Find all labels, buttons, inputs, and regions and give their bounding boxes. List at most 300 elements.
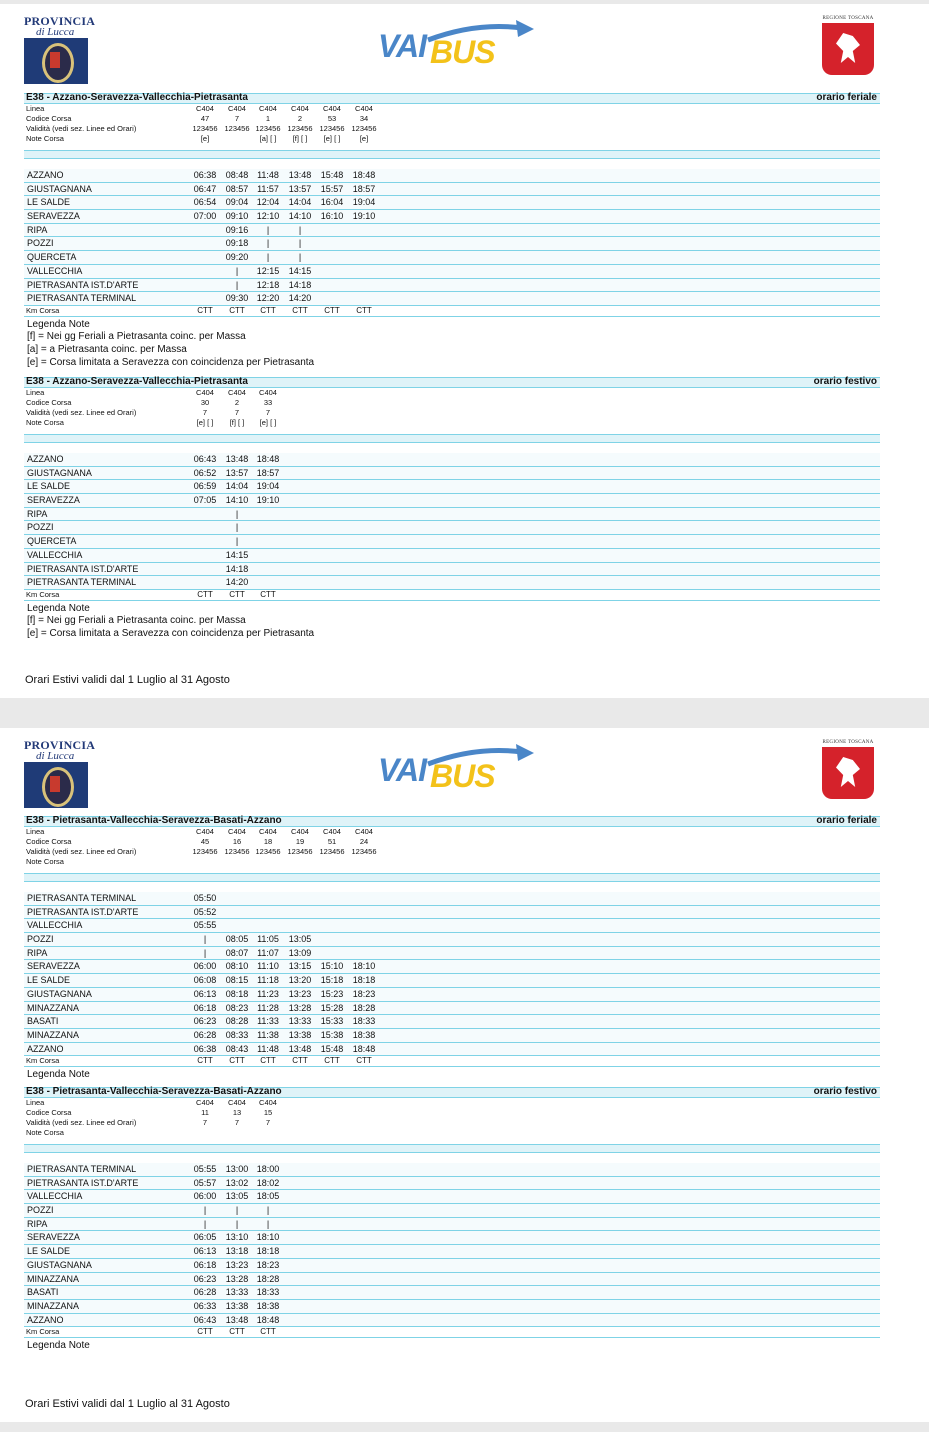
linea-label: Linea [26,388,45,397]
stop-row [24,1043,880,1057]
stop-row [24,169,880,183]
codice-row [24,398,880,408]
departure-time: 18:38 [256,1300,280,1311]
stop-row [24,196,880,210]
departure-time: 06:13 [193,1246,217,1257]
stop-row [24,1029,880,1043]
departure-time: 18:28 [256,1273,280,1284]
legend-note: [a] = a Pietrasanta coinc. per Massa [27,343,187,355]
validita-value: 7 [202,408,208,417]
stop-row [24,210,880,224]
departure-time: 13:02 [225,1177,249,1188]
validita-value: 123456 [224,124,250,133]
timetable-page-1 [0,4,929,698]
pegasus-icon [822,23,874,75]
stop-name: SERAVEZZA [27,495,80,506]
departure-time: 08:18 [225,988,249,999]
linea-value: C404 [228,1098,246,1107]
table-separator [24,873,880,882]
departure-time: 05:50 [193,893,217,903]
linea-value: C404 [259,1098,277,1107]
departure-time: 11:33 [257,1016,279,1027]
stop-name: MINAZZANA [27,1300,80,1311]
stop-name: AZZANO [27,170,64,180]
section-header [24,93,880,104]
stop-name: PIETRASANTA TERMINAL [27,1164,137,1174]
codice-value: 2 [234,398,240,407]
codice-value: 45 [200,837,210,846]
note-label: Note Corsa [26,134,64,143]
departure-time: 11:48 [257,170,279,180]
departure-time: 12:15 [256,265,280,276]
operator-code: CTT [260,589,276,599]
departure-time: 13:38 [225,1300,249,1311]
departure-time: 09:10 [225,211,249,222]
operator-code: CTT [229,1056,245,1066]
operator-code: CTT [260,305,276,315]
departure-time: 13:48 [225,1314,249,1325]
stop-name: POZZI [27,1205,54,1216]
stop-row [24,1273,880,1287]
linea-value: C404 [228,104,246,113]
legend-title: Legenda Note [27,1069,90,1081]
stop-row [24,453,880,467]
departure-time: 11:05 [257,934,279,945]
departure-time: 18:48 [352,170,376,180]
stop-name: GIUSTAGNANA [27,1259,92,1270]
regione-toscana-logo: REGIONE TOSCANA [816,16,880,80]
departure-time: 06:08 [193,975,217,986]
stop-row [24,467,880,481]
departure-time: 06:43 [193,1314,217,1325]
codice-row [24,837,880,847]
departure-time: 11:57 [257,183,279,194]
section-header [24,816,880,827]
timetable-section [24,816,880,1080]
legend-note: [e] = Corsa limitata a Seravezza con coincidenza per Pietrasanta [27,627,315,639]
stop-name: GIUSTAGNANA [27,183,92,194]
departure-time: 13:57 [225,467,249,478]
codice-value: 47 [200,114,210,123]
operator-code: CTT [197,305,213,315]
departure-time: | [266,1218,270,1229]
departure-time: 06:18 [193,1002,217,1013]
validity-footer: Orari Estivi validi dal 1 Luglio al 31 Agosto [25,674,230,686]
linea-label: Linea [26,1098,45,1107]
stop-name: PIETRASANTA TERMINAL [27,293,137,304]
legend-note: [e] = Corsa limitata a Seravezza con coincidenza per Pietrasanta [27,356,315,368]
note-value: [e] [ ] [259,418,277,427]
note-label: Note Corsa [26,1128,64,1137]
departure-time: 06:05 [193,1232,217,1243]
departure-time: 06:59 [193,481,217,492]
departure-time: | [203,934,207,945]
departure-time: 08:48 [225,170,249,180]
departure-time: 12:10 [256,211,280,222]
stop-name: LE SALDE [27,481,71,492]
stop-name: QUERCETA [27,536,77,547]
operator-code: CTT [260,1327,276,1337]
departure-time: 13:28 [288,1002,312,1013]
note-label: Note Corsa [26,418,64,427]
note-row [24,857,880,867]
departure-time: 15:28 [320,1002,344,1013]
stop-row [24,508,880,522]
stop-name: POZZI [27,934,54,945]
linea-row [24,827,880,837]
pegasus-icon [822,747,874,799]
departure-time: | [266,252,270,263]
departure-time: 06:00 [193,961,217,972]
km-label: Km Corsa [26,589,60,599]
note-value: [e] [ ] [323,134,341,143]
departure-time: 18:23 [352,988,376,999]
stop-name: RIPA [27,1218,48,1229]
route-title: E38 - Pietrasanta-Vallecchia-Seravezza-Basati-Azzano [26,815,282,826]
operator-code: CTT [229,305,245,315]
stop-row [24,480,880,494]
stop-name: PIETRASANTA TERMINAL [27,577,137,588]
departure-time: | [235,1218,239,1229]
departure-time: 18:48 [256,1314,280,1325]
departure-time: 09:04 [225,197,249,208]
km-row [24,590,880,601]
stop-row [24,892,880,906]
departure-time: 08:23 [225,1002,249,1013]
departure-time: 08:57 [225,183,249,194]
stop-row [24,1015,880,1029]
departure-time: 13:09 [288,947,312,958]
linea-value: C404 [228,388,246,397]
validita-row [24,408,880,418]
stop-row [24,279,880,293]
departure-time: 15:48 [320,1043,344,1054]
note-value: [e] [359,134,369,143]
vaibus-logo: VAI BUS [378,742,538,802]
departure-time: | [203,1205,207,1216]
stop-name: RIPA [27,947,48,958]
departure-time: 11:23 [257,988,279,999]
km-row [24,1327,880,1338]
linea-value: C404 [228,827,246,836]
codice-value: 24 [359,837,369,846]
departure-time: 13:18 [225,1246,249,1257]
vaibus-logo: VAI BUS [378,18,538,78]
stop-row [24,1163,880,1177]
stop-row [24,494,880,508]
stop-name: VALLECCHIA [27,265,83,276]
departure-time: 19:04 [352,197,376,208]
note-value: [e] [200,134,210,143]
validita-value: 123456 [255,124,281,133]
validita-value: 123456 [319,124,345,133]
departure-time: 07:00 [193,211,217,222]
stop-name: PIETRASANTA IST.D'ARTE [27,906,139,917]
operator-code: CTT [292,1056,308,1066]
stop-row [24,906,880,920]
note-value: [f] [ ] [229,418,245,427]
linea-value: C404 [291,104,309,113]
stop-row [24,1218,880,1232]
codice-value: 16 [232,837,242,846]
departure-time: | [203,947,207,958]
departure-time: | [298,252,302,263]
stop-name: PIETRASANTA TERMINAL [27,893,137,903]
schedule-type: orario festivo [813,376,877,387]
linea-value: C404 [291,827,309,836]
stop-name: AZZANO [27,1043,64,1054]
stop-row [24,1204,880,1218]
stop-name: POZZI [27,238,54,249]
departure-time: 13:00 [225,1164,249,1174]
stop-row [24,237,880,251]
route-title: E38 - Azzano-Seravezza-Vallecchia-Pietrasanta [26,92,248,103]
operator-code: CTT [260,1056,276,1066]
departure-time: 18:57 [352,183,376,194]
validita-value: 123456 [255,847,281,856]
validita-value: 123456 [287,124,313,133]
stop-row [24,1259,880,1273]
stop-row [24,224,880,238]
departure-time: 08:43 [225,1043,249,1054]
departure-time: 06:38 [193,1043,217,1054]
codice-value: 33 [263,398,273,407]
departure-time: 18:33 [256,1287,280,1298]
codice-label: Codice Corsa [26,114,72,123]
stop-row [24,1314,880,1328]
codice-value: 7 [234,114,240,123]
departure-time: 18:48 [352,1043,376,1054]
linea-value: C404 [323,827,341,836]
linea-value: C404 [355,104,373,113]
operator-code: CTT [197,1327,213,1337]
note-value: [f] [ ] [292,134,308,143]
validity-footer: Orari Estivi validi dal 1 Luglio al 31 Agosto [25,1398,230,1410]
departure-time: 13:38 [288,1029,312,1040]
departure-time: 13:20 [288,975,312,986]
departure-time: 06:23 [193,1273,217,1284]
validita-label: Validità (vedi sez. Linee ed Orari) [26,408,137,417]
departure-time: 06:18 [193,1259,217,1270]
linea-value: C404 [196,1098,214,1107]
operator-code: CTT [356,1056,372,1066]
operator-code: CTT [229,589,245,599]
legend-note: [f] = Nei gg Feriali a Pietrasanta coinc. per Massa [27,330,246,342]
linea-value: C404 [355,827,373,836]
stop-row [24,960,880,974]
departure-time: 14:20 [288,293,312,304]
stop-row [24,1286,880,1300]
operator-code: CTT [197,1056,213,1066]
departure-time: 15:38 [320,1029,344,1040]
provincia-crest-icon [24,38,88,84]
departure-time: 14:18 [288,279,312,290]
stop-name: PIETRASANTA IST.D'ARTE [27,1177,139,1188]
departure-time: | [235,522,239,533]
departure-time: 11:28 [257,1002,279,1013]
operator-code: CTT [324,1056,340,1066]
departure-time: 13:48 [288,170,312,180]
departure-time: 19:04 [256,481,280,492]
stop-row [24,576,880,590]
codice-value: 53 [327,114,337,123]
departure-time: 13:05 [225,1191,249,1202]
stop-name: SERAVEZZA [27,1232,80,1243]
departure-time: 15:18 [320,975,344,986]
linea-value: C404 [259,104,277,113]
stop-name: VALLECCHIA [27,920,83,931]
departure-time: 06:28 [193,1029,217,1040]
departure-time: | [235,508,239,519]
stop-row [24,1002,880,1016]
codice-value: 1 [265,114,271,123]
codice-value: 11 [201,1108,209,1117]
note-label: Note Corsa [26,857,64,866]
stop-row [24,1177,880,1191]
departure-time: 15:23 [320,988,344,999]
note-value: [e] [ ] [196,418,214,427]
table-separator [24,1144,880,1153]
linea-value: C404 [259,388,277,397]
departure-time: 16:04 [320,197,344,208]
validita-label: Validità (vedi sez. Linee ed Orari) [26,847,137,856]
departure-time: 14:20 [225,577,249,588]
departure-time: 13:33 [225,1287,249,1298]
validita-value: 7 [202,1118,208,1127]
note-row [24,418,880,428]
validita-row [24,847,880,857]
departure-time: 14:04 [225,481,249,492]
departure-time: 13:15 [288,961,312,972]
validita-row [24,1118,880,1128]
stop-row [24,251,880,265]
stop-name: GIUSTAGNANA [27,988,92,999]
stop-row [24,521,880,535]
linea-label: Linea [26,104,45,113]
departure-time: 14:15 [288,265,312,276]
provincia-lucca-logo: PROVINCIA di Lucca [24,16,90,78]
stop-row [24,183,880,197]
table-separator [24,434,880,443]
stop-name: MINAZZANA [27,1029,80,1040]
departure-time: 11:07 [257,947,279,958]
departure-time: 13:10 [225,1232,249,1243]
departure-time: 14:04 [288,197,312,208]
validita-row [24,124,880,134]
departure-time: 12:04 [256,197,280,208]
linea-value: C404 [323,104,341,113]
stop-name: QUERCETA [27,252,77,263]
validita-value: 123456 [319,847,345,856]
schedule-type: orario feriale [816,92,877,103]
validita-label: Validità (vedi sez. Linee ed Orari) [26,124,137,133]
departure-time: 18:10 [256,1232,280,1243]
km-row [24,1056,880,1067]
stop-row [24,265,880,279]
stop-name: LE SALDE [27,1246,71,1257]
departure-time: 14:15 [225,549,249,560]
stop-name: SERAVEZZA [27,961,80,972]
departure-time: 09:20 [225,252,249,263]
departure-time: 08:28 [225,1016,249,1027]
stop-name: VALLECCHIA [27,549,83,560]
stop-name: MINAZZANA [27,1002,80,1013]
stop-name: RIPA [27,224,48,235]
departure-time: 15:48 [320,170,344,180]
departure-time: | [235,265,239,276]
departure-time: 15:10 [320,961,344,972]
legend-note: [f] = Nei gg Feriali a Pietrasanta coinc. per Massa [27,614,246,626]
validita-value: 7 [265,408,271,417]
stop-row [24,1245,880,1259]
departure-time: 14:10 [225,495,249,506]
codice-label: Codice Corsa [26,1108,72,1117]
departure-time: 05:52 [193,906,217,917]
linea-value: C404 [196,388,214,397]
departure-time: 13:57 [288,183,312,194]
codice-row [24,1108,880,1118]
departure-time: 16:10 [320,211,344,222]
departure-time: 11:38 [257,1029,279,1040]
departure-time: 12:18 [256,279,280,290]
validita-value: 7 [265,1118,271,1127]
departure-time: 18:18 [256,1246,280,1257]
table-separator [24,150,880,159]
validita-value: 7 [234,1118,240,1127]
departure-time: 05:55 [193,1164,217,1174]
stop-name: SERAVEZZA [27,211,80,222]
departure-time: 09:30 [225,293,249,304]
linea-row [24,388,880,398]
departure-time: 14:10 [288,211,312,222]
stop-name: PIETRASANTA IST.D'ARTE [27,563,139,574]
stop-row [24,947,880,961]
departure-time: 11:18 [257,975,279,986]
linea-value: C404 [259,827,277,836]
departure-time: 06:13 [193,988,217,999]
departure-time: 06:28 [193,1287,217,1298]
schedule-type: orario feriale [816,815,877,826]
departure-time: 06:47 [193,183,217,194]
departure-time: | [298,238,302,249]
linea-row [24,1098,880,1108]
departure-time: 18:28 [352,1002,376,1013]
departure-time: 08:05 [225,934,249,945]
departure-time: 06:43 [193,454,217,464]
note-row [24,1128,880,1138]
stop-name: RIPA [27,508,48,519]
codice-value: 34 [359,114,369,123]
stop-row [24,988,880,1002]
validita-value: 123456 [351,847,377,856]
departure-time: 13:48 [288,1043,312,1054]
departure-time: 13:33 [288,1016,312,1027]
departure-time: 06:54 [193,197,217,208]
departure-time: 14:18 [225,563,249,574]
stop-name: AZZANO [27,454,64,464]
validita-value: 123456 [351,124,377,133]
codice-value: 2 [297,114,303,123]
km-label: Km Corsa [26,305,60,315]
departure-time: 08:33 [225,1029,249,1040]
linea-value: C404 [196,104,214,113]
stop-row [24,974,880,988]
section-header [24,1087,880,1098]
departure-time: | [235,536,239,547]
codice-value: 30 [200,398,210,407]
departure-time: 13:23 [225,1259,249,1270]
stop-name: LE SALDE [27,975,71,986]
